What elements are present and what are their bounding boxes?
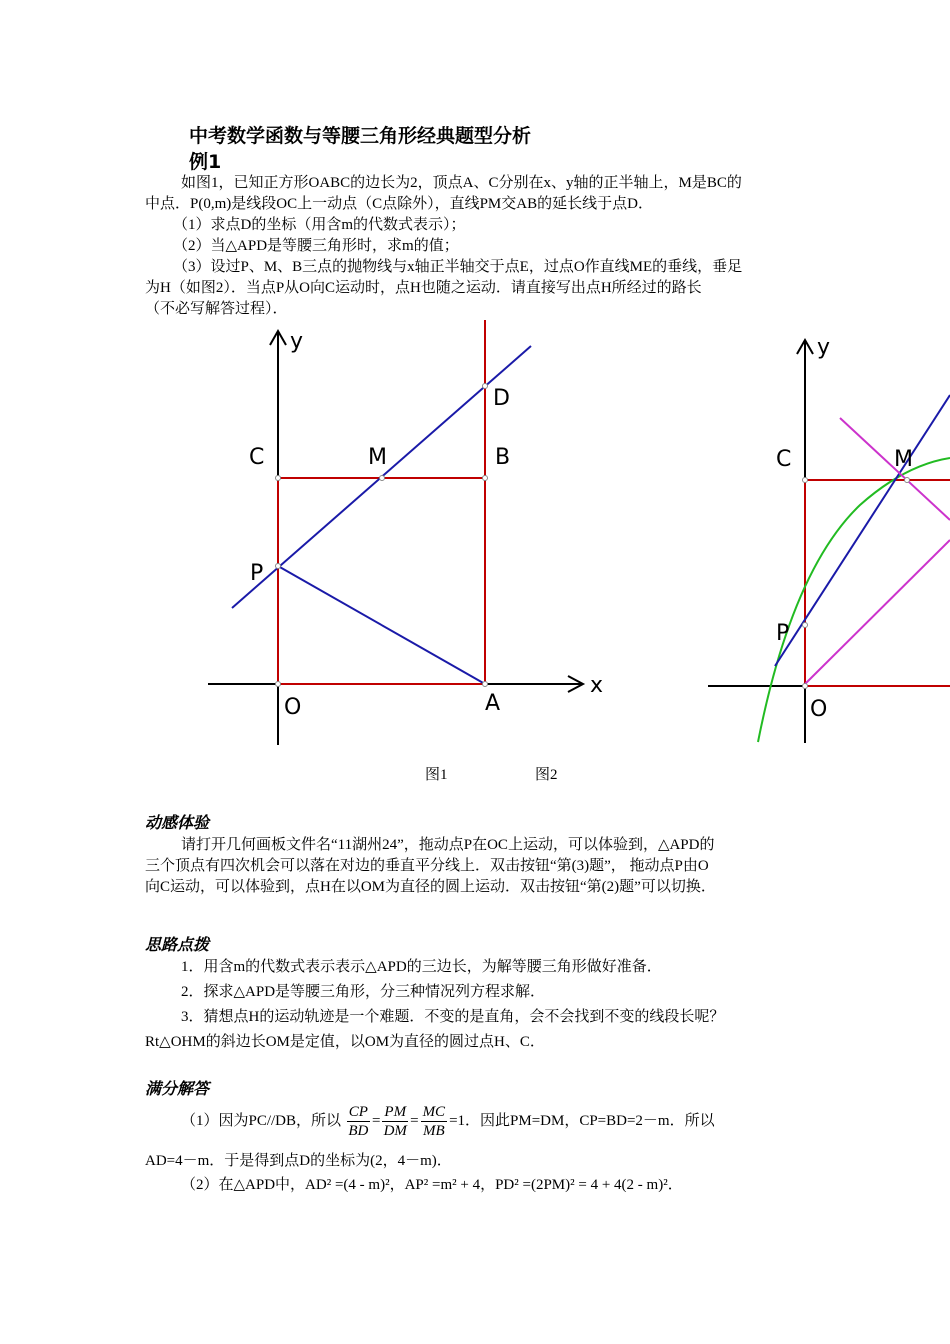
- fig2-label-y: y: [817, 335, 831, 360]
- fig1-label-o: O: [284, 695, 302, 720]
- fig1-label-c: C: [249, 445, 265, 470]
- fig1-label-b: B: [495, 445, 511, 470]
- hint-item-1: 1．用含m的代数式表示表示△APD的三边长，为解等腰三角形做好准备．: [181, 959, 662, 975]
- fig1-point-m: [380, 476, 385, 481]
- dynamic-line-1: 请打开几何画板文件名“11湖州24”，拖动点P在OC上运动，可以体验到，△APD的: [181, 837, 715, 853]
- answer-1-line-2: AD=4－m．于是得到点D的坐标为(2，4－m)．: [145, 1153, 452, 1169]
- section-dynamic-body: [145, 835, 810, 898]
- problem-line-2: 中点．P(0,m)是线段OC上一动点（C点除外），直线PM交AB的延长线于点D．: [145, 196, 653, 212]
- figure-2: [700, 325, 950, 750]
- dynamic-line-2: 三个顶点有四次机会可以落在对边的垂直平分线上．双击按钮“第(3)题”， 拖动点P由O: [145, 858, 709, 874]
- figure-2-caption: 图2: [535, 767, 558, 783]
- section-heading-answer: 满分解答: [145, 1079, 210, 1098]
- fig2-label-m: M: [894, 447, 913, 472]
- fraction-cp-bd-num: CP: [348, 1104, 368, 1120]
- fig2-parabola: [758, 458, 950, 742]
- fig2-line-oh: [805, 540, 950, 684]
- hint-item-3-line-2: Rt△OHM的斜边长OM是定值，以OM为直径的圆过点H、C．: [145, 1034, 545, 1050]
- answer-2: （2）在△APD中，AD² =(4 - m)²，AP² =m² + 4，PD² =(2PM)² = 4 + 4(2 - m)²．: [181, 1177, 683, 1193]
- fig1-label-y: y: [290, 329, 304, 354]
- fig2-label-p: P: [776, 621, 790, 646]
- fig1-point-p: [276, 564, 281, 569]
- fraction-mc-mb-den: MB: [422, 1123, 445, 1139]
- fig1-label-m: M: [368, 445, 387, 470]
- fig2-point-p: [803, 623, 808, 628]
- fig1-point-b: [483, 476, 488, 481]
- fig1-point-c: [276, 476, 281, 481]
- figure-1-caption: 图1: [425, 767, 448, 783]
- document-title: 中考数学函数与等腰三角形经典题型分析: [189, 125, 532, 147]
- question-3-line-1: （3）设过P、M、B三点的抛物线与x轴正半轴交于点E，过点O作直线ME的垂线，垂足: [173, 259, 743, 275]
- hint-item-2: 2．探求△APD是等腰三角形，分三种情况列方程求解．: [181, 984, 546, 1000]
- question-2: （2）当△APD是等腰三角形时，求m的值；: [173, 238, 459, 254]
- fig2-line-pm: [775, 395, 950, 666]
- question-3-line-2: 为H（如图2）．当点P从O向C运动时，点H也随之运动．请直接写出点H所经过的路长: [145, 280, 702, 296]
- fraction-cp-bd: [347, 1103, 370, 1140]
- fig1-label-d: D: [493, 386, 510, 411]
- fig1-segment-pa: [278, 566, 485, 684]
- answer-1-prefix: （1）因为PC//DB，所以: [181, 1112, 342, 1129]
- fraction-pm-dm-num: PM: [384, 1104, 407, 1120]
- fig2-point-o: [803, 684, 808, 689]
- answer-1-suffix: =1．因此PM=DM，CP=BD=2－m．所以: [449, 1112, 715, 1129]
- fig1-label-x: x: [590, 673, 604, 698]
- fig2-point-c: [803, 478, 808, 483]
- fig2-point-m: [905, 478, 910, 483]
- dynamic-line-3: 向C运动，可以体验到，点H在以OM为直径的圆上运动．双击按钮“第(2)题”可以切换．: [145, 879, 716, 895]
- figure-1: [200, 316, 620, 756]
- fraction-pm-dm: [382, 1103, 408, 1140]
- question-3-line-3: （不必写解答过程）．: [145, 301, 288, 317]
- fig2-label-o: O: [810, 697, 828, 722]
- hint-item-3-line-1: 3．猜想点H的运动轨迹是一个难题．不变的是直角，会不会找到不变的线段长呢？: [181, 1009, 725, 1025]
- fraction-cp-bd-den: BD: [348, 1123, 369, 1139]
- fraction-mc-mb-num: MC: [422, 1104, 446, 1120]
- fig1-point-a: [483, 682, 488, 687]
- section-heading-dynamic: 动感体验: [145, 813, 210, 832]
- question-1: （1）求点D的坐标（用含m的代数式表示）；: [173, 217, 466, 233]
- fig2-label-c: C: [776, 447, 792, 472]
- fraction-mc-mb: [421, 1103, 448, 1140]
- fraction-pm-dm-den: DM: [383, 1123, 407, 1139]
- example-label: 例1: [189, 151, 222, 173]
- problem-statement: [145, 173, 810, 320]
- answer-1-line-1: （1）因为PC//DB，所以 $\frac{CP}{BD}$ = $\frac{PM}{DM}$ = $\frac{MC}{MB}$ =1．因此PM=DM，CP=BD=2－m．所以: [145, 1103, 810, 1140]
- fig1-point-d: [483, 384, 488, 389]
- section-heading-hint: 思路点拨: [145, 935, 210, 954]
- fig1-label-p: P: [250, 561, 264, 586]
- fig1-label-a: A: [485, 691, 501, 716]
- section-hint-body: [145, 957, 810, 1053]
- problem-line-1: 如图1，已知正方形OABC的边长为2，顶点A、C分别在x、y轴的正半轴上，M是BC的: [181, 175, 742, 191]
- fig1-point-o: [276, 682, 281, 687]
